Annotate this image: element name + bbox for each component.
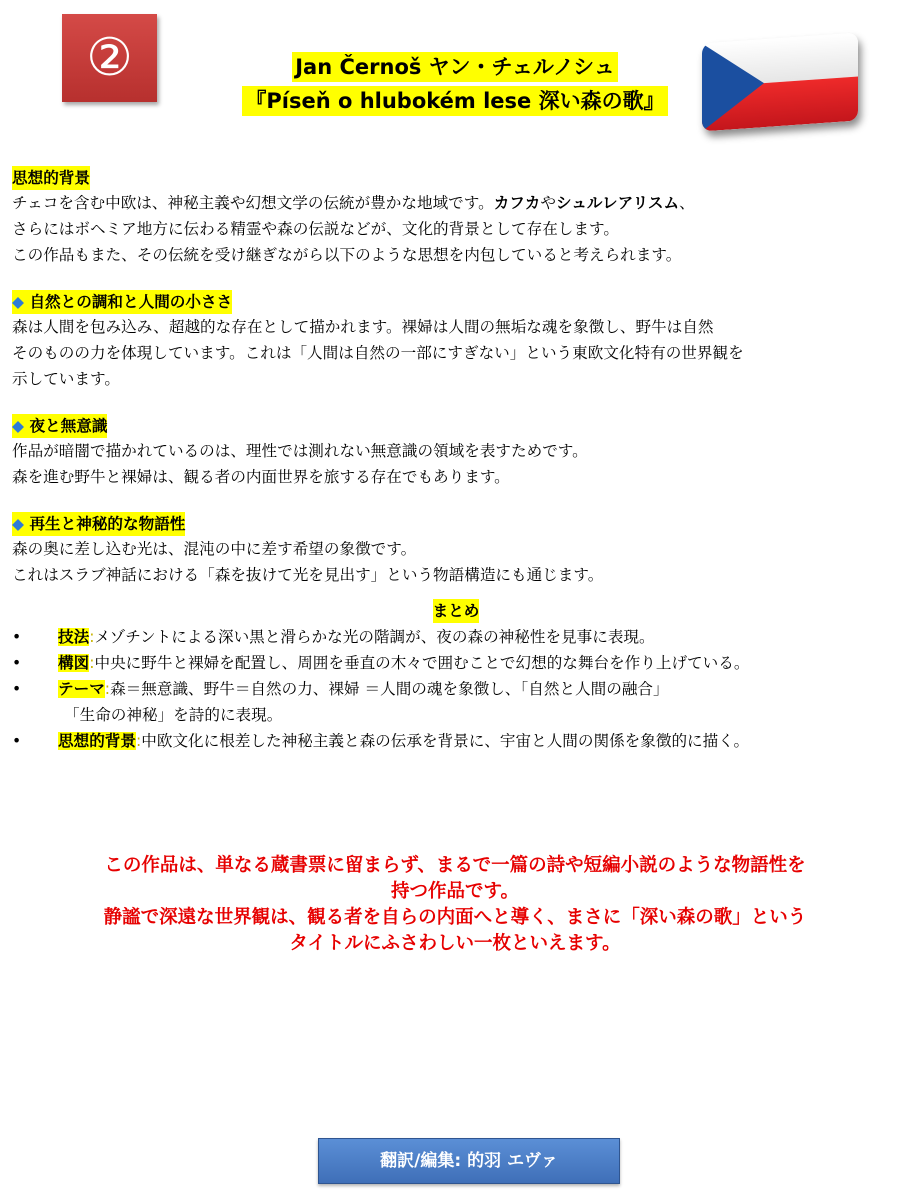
summary-item-composition: • 構図:中央に野牛と裸婦を配置し、周囲を垂直の木々で囲むことで幻想的な舞台を作り上げている。 [12,650,900,676]
closing-statement: この作品は、単なる蔵書票に留まらず、まるで一篇の詩や短編小説のような物語性を 持つ作品です。 静謐で深遠な世界観は、観る者を自らの内面へと導く、まさに「深い森の歌」という タイトルにふさわしい一枚といえます。 [103,855,807,954]
bullet-icon: • [12,680,22,698]
night-line-2: 森を進む野牛と裸婦は、観る者の内面世界を旅する存在でもあります。 [12,468,510,486]
background-line-3: この作品もまた、その伝統を受け継ぎながら以下のような思想を内包していると考えられます。 [12,246,682,264]
credit-badge: 翻訳/編集: 的羽 エヴァ [318,1138,620,1184]
title-work: 『Píseň o hlubokém lese 深い森の歌』 [242,86,667,116]
bullet-icon: • [12,628,22,646]
background-line-2: さらにはボヘミア地方に伝わる精霊や森の伝説などが、文化的背景として存在します。 [12,220,619,238]
bullet-icon: • [12,732,22,750]
diamond-icon: ◆ [12,417,24,435]
section-heading-rebirth: ◆ 再生と神秘的な物語性 [12,512,185,536]
summary-title: まとめ [12,598,900,624]
summary-item-technique: • 技法:メゾチントによる深い黒と滑らかな光の階調が、夜の森の神秘性を見事に表現。 [12,624,900,650]
background-line-1: チェコを含む中欧は、神秘主義や幻想文学の伝統が豊かな地域です。カフカやシュルレアリスム、 [12,194,695,212]
harmony-line-1: 森は人間を包み込み、超越的な存在として描かれます。裸婦は人間の無垢な魂を象徴し、野牛は自然 [12,318,714,336]
diamond-icon: ◆ [12,293,24,311]
summary-list [12,624,900,754]
section-heading-background: 思想的背景 [12,166,90,190]
rebirth-line-2: これはスラブ神話における「森を抜けて光を見出す」という物語構造にも通じます。 [12,566,604,584]
night-line-1: 作品が暗闇で描かれているのは、理性では測れない無意識の領域を表すためです。 [12,442,588,460]
number-badge: ② [62,14,157,102]
summary-item-theme: • テーマ:森＝無意識、野牛＝自然の力、裸婦 ＝人間の魂を象徴し、「自然と人間の融合」 「生命の神秘」を詩的に表現。 [12,676,900,728]
section-heading-night: ◆ 夜と無意識 [12,414,107,438]
title-block [230,52,680,120]
rebirth-line-1: 森の奥に差し込む光は、混沌の中に差す希望の象徴です。 [12,540,417,558]
title-artist: Jan Černoš ヤン・チェルノシュ [292,52,618,82]
czech-flag-icon [702,33,858,132]
bullet-icon: • [12,654,22,672]
summary-item-philosophy: • 思想的背景:中欧文化に根差した神秘主義と森の伝承を背景に、宇宙と人間の関係を象徴的に描く。 [12,728,900,754]
main-content [12,166,900,754]
diamond-icon: ◆ [12,515,24,533]
section-heading-harmony: ◆ 自然との調和と人間の小ささ [12,290,232,314]
harmony-line-2: そのものの力を体現しています。これは「人間は自然の一部にすぎない」という東欧文化特有の世界観を [12,344,744,362]
harmony-line-3: 示しています。 [12,370,120,388]
